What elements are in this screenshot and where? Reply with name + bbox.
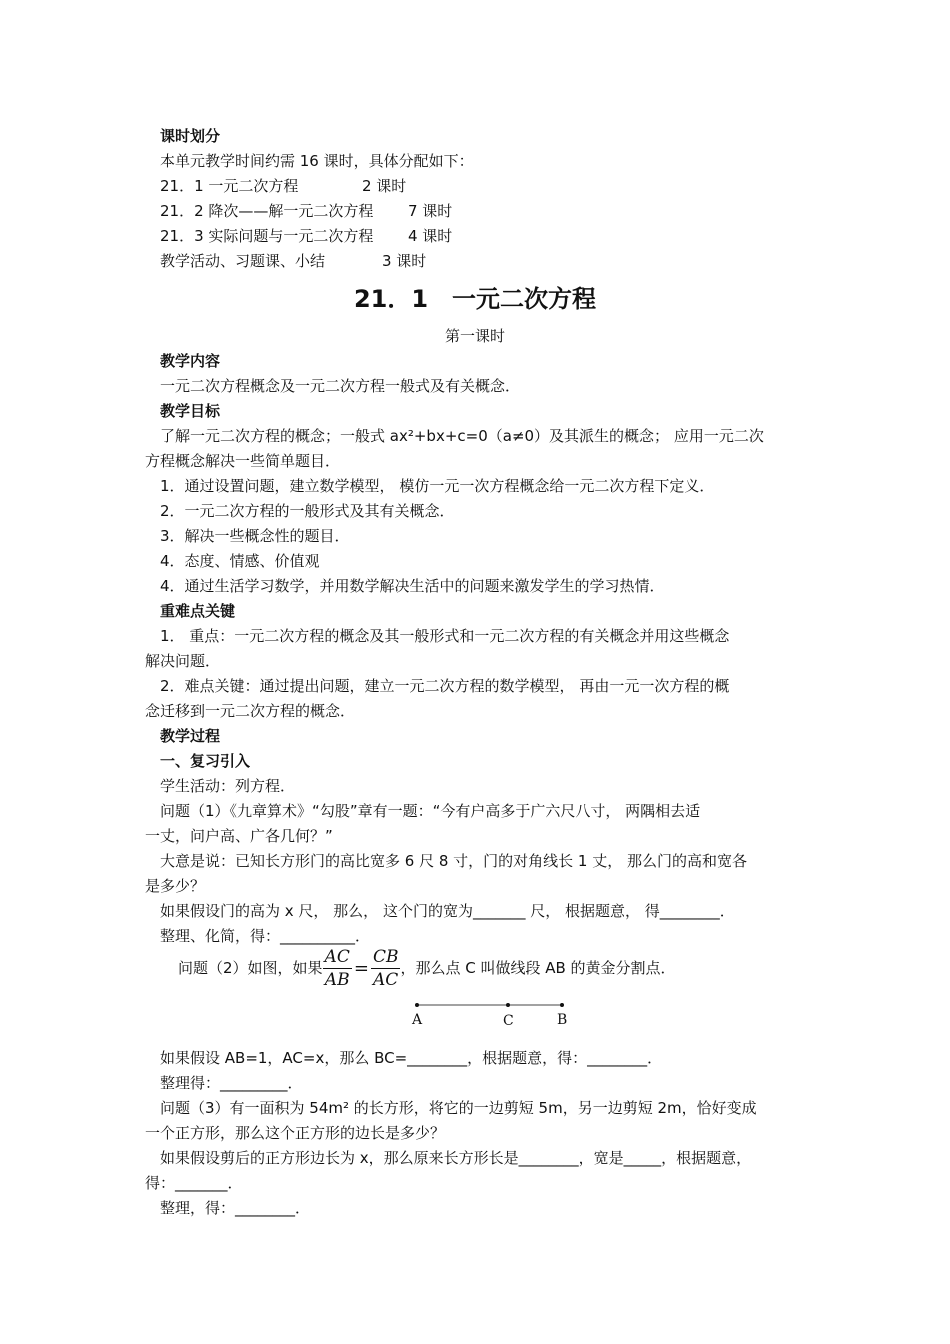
point-c [506,1003,510,1007]
schedule-row-hours: 2 课时 [362,177,407,195]
schedule-row-section: 教学活动、习题课、小结 [160,252,326,270]
content-text: 一元二次方程概念及一元二次方程一般式及有关概念． [160,377,521,395]
fraction-numerator: CB [372,947,399,967]
problem-1-assumption: 如果假设门的高为 x 尺， 那么， 这个门的宽为_______ 尺， 根据题意， 得________． [160,902,735,920]
goals-text-line: 方程概念解决一些简单题目． [145,452,341,470]
problem-1-line: 问题（1）《九章算术》“勾股”章有一题：“今有户高多于广六尺八寸， 两隅相去适 [160,802,701,820]
keys-point-line: 2．难点关键：通过提出问题，建立一元二次方程的数学模型， 再由一元一次方程的概 [160,677,730,695]
point-a [415,1003,419,1007]
problem-1-line: 一丈，问户高、广各几何？” [145,827,333,845]
problem-2-simplify: 整理得：_________． [160,1074,303,1092]
schedule-row-hours: 3 课时 [382,252,427,270]
problem-3-line: 问题（3）有一面积为 54m² 的长方形，将它的一边剪短 5m，另一边剪短 2m，恰好变成 [160,1099,757,1117]
point-label-b: B [557,1012,568,1028]
keys-point-line: 解决问题． [145,652,221,670]
activity-text: 学生活动：列方程． [160,777,296,795]
problem-2-suffix: ，那么点 C 叫做线段 AB 的黄金分割点． [400,959,676,977]
goal-item: 2．一元二次方程的一般形式及其有关概念． [160,502,455,520]
problem-2-line [178,944,676,994]
ratio-ac-ab [323,946,352,991]
point-label-a: A [412,1012,423,1028]
keys-heading: 重难点关键 [160,602,236,620]
point-label-c: C [503,1013,514,1029]
goal-item: 1．通过设置问题，建立数学模型， 模仿一元一次方程概念给一元二次方程下定义． [160,477,715,495]
problem-1-simplify: 整理、化简，得：__________． [160,927,371,945]
problem-1-meaning: 是多少？ [145,877,206,895]
goal-item: 3．解决一些概念性的题目． [160,527,350,545]
goals-text-line: 了解一元二次方程的概念；一般式 ax²+bx+c=0（a≠0）及其派生的概念； 应用一元二次 [160,427,764,445]
segment-ab-figure [405,998,575,1012]
schedule-heading: 课时划分 [160,127,221,145]
schedule-row-section: 21．2 降次——解一元二次方程 [160,202,374,220]
lesson-subtitle: 第一课时 [444,327,505,345]
schedule-row-hours: 4 课时 [408,227,453,245]
problem-2-prefix: 问题（2）如图，如果 [178,959,323,977]
problem-2-assumption: 如果假设 AB=1，AC=x，那么 BC=________，根据题意，得：________． [160,1049,663,1067]
equals-sign: = [353,957,369,979]
process-heading: 教学过程 [160,727,221,745]
content-heading: 教学内容 [160,352,221,370]
goals-heading: 教学目标 [160,402,221,420]
schedule-row-section: 21．1 一元二次方程 [160,177,299,195]
keys-point-line: 念迁移到一元二次方程的概念． [145,702,356,720]
point-b [560,1003,564,1007]
schedule-row-hours: 7 课时 [408,202,453,220]
fraction-numerator: AC [324,947,350,967]
schedule-row-section: 21．3 实际问题与一元二次方程 [160,227,374,245]
schedule-intro: 本单元教学时间约需 16 课时，具体分配如下： [160,152,474,170]
fraction-denominator: AB [324,970,350,990]
problem-3-line: 一个正方形，那么这个正方形的边长是多少？ [145,1124,446,1142]
problem-1-meaning: 大意是说：已知长方形门的高比宽多 6 尺 8 寸，门的对角线长 1 丈， 那么门的高和宽各 [160,852,748,870]
section-heading: 一、复习引入 [160,752,251,770]
keys-point-line: 1． 重点：一元二次方程的概念及其一般形式和一元二次方程的有关概念并用这些概念 [160,627,730,645]
problem-3-assumption: 如果假设剪后的正方形边长为 x，那么原来长方形长是________，宽是_____，根据题意， [160,1149,752,1167]
lesson-title: 21．1 一元二次方程 [353,285,597,313]
ratio-cb-ac [371,946,401,991]
problem-3-assumption: 得：_______． [145,1174,243,1192]
problem-3-simplify: 整理，得：________． [160,1199,311,1217]
goal-item: 4．通过生活学习数学，并用数学解决生活中的问题来激发学生的学习热情． [160,577,665,595]
goal-item: 4．态度、情感、价值观 [160,552,320,570]
fraction-denominator: AC [373,970,399,990]
